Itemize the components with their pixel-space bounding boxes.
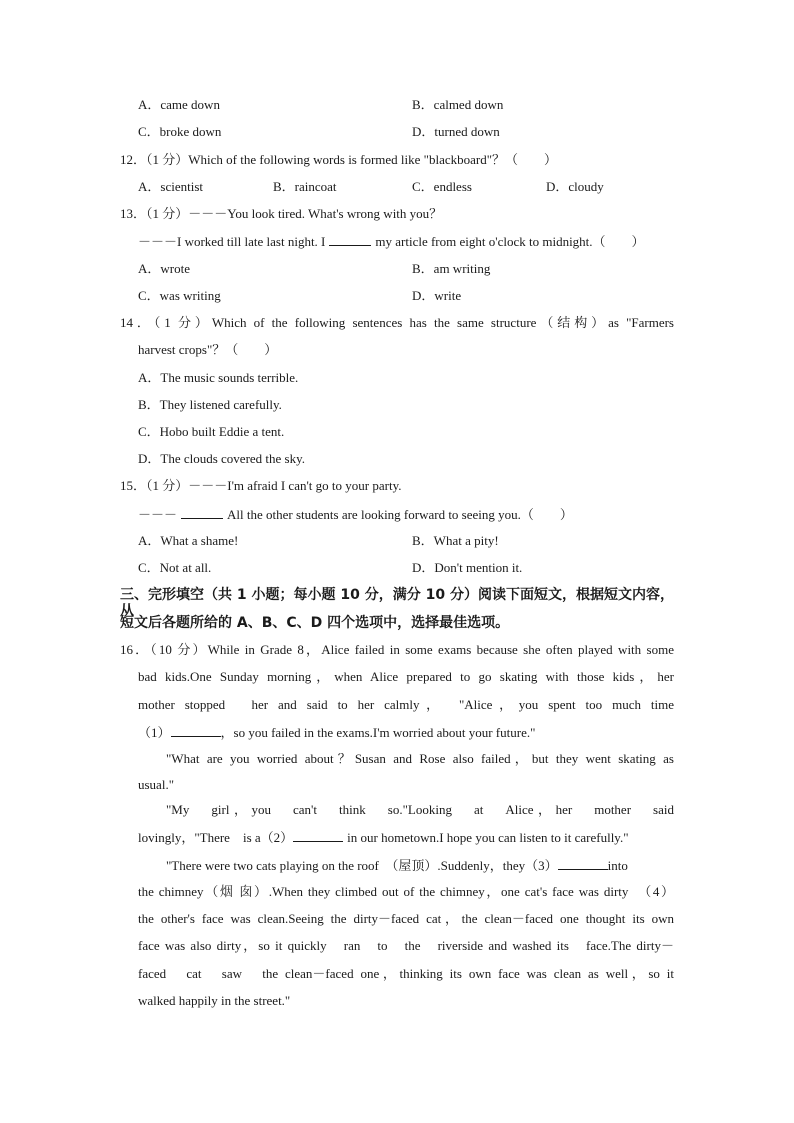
q12-option-b: B．raincoat [273, 179, 337, 194]
q12-option-c: C．endless [412, 179, 472, 194]
q14-option-c: C．Hobo built Eddie a tent. [138, 424, 285, 439]
q16-blank-3-label: "There were two cats playing on the roof （屋顶）.Suddenly，they（3） [166, 858, 558, 873]
q14-stem-line2: harvest crops"？（ ） [138, 342, 278, 357]
q16-line-1: 16．（10 分）While in Grade 8，Alice failed in some exams because she often played with some [120, 642, 674, 657]
section-heading-line2: 短文后各题所给的 A、B、C、D 四个选项中，选择最佳选项。 [120, 615, 510, 631]
q14-option-d: D．The clouds covered the sky. [138, 451, 306, 466]
q16-line-10: the chimney（烟 囱）.When they climbed out of the chimney，one cat's face was dirty （4） [138, 884, 674, 899]
q16-line-2: bad kids.One Sunday morning，when Alice prepared to go skating with those kids，her [138, 669, 674, 684]
q16-line-6: usual." [138, 777, 174, 792]
q16-line-9 [166, 857, 628, 874]
q12-stem: 12．（1 分）Which of the following words is formed like "blackboard"？（ ） [120, 152, 558, 167]
q13-response-tail: my article from eight o'clock to midnight.（ ） [375, 234, 645, 249]
q15-option-a: A．What a shame! [138, 533, 239, 548]
q13-option-b: B．am writing [412, 261, 491, 276]
q16-line-3: mother stopped her and said to her calmly， "Alice，you spent too much time [138, 697, 674, 712]
q15-stem: 15．（1 分）－－－I'm afraid I can't go to your party. [120, 478, 402, 493]
q13-option-c: C．was writing [138, 288, 221, 303]
q15-answer-blank [181, 506, 223, 519]
q11-option-c: C．broke down [138, 124, 222, 139]
q16-blank-1-label: （1） [138, 725, 171, 740]
section-heading-line1: 三、完形填空（共 1 小题；每小题 10 分，满分 10 分）阅读下面短文，根据短文内容，从 [120, 587, 674, 619]
q16-line-5: "What are you worried about？Susan and Rose also failed，but they went skating as [166, 751, 674, 766]
q12-option-d: D．cloudy [546, 179, 604, 194]
q16-line-4-tail: ，so you failed in the exams.I'm worried about your future." [220, 725, 536, 740]
q16-blank-1 [171, 724, 221, 737]
q13-response-line [138, 233, 645, 250]
q16-blank-2-label: lovingly，"There is a（2） [138, 830, 294, 845]
q16-line-8-tail: in our hometown.I hope you can listen to it carefully." [347, 830, 629, 845]
q11-option-d: D．turned down [412, 124, 500, 139]
q14-stem-line1: 14．（1 分）Which of the following sentences has the same structure（结构）as "Farmers [120, 315, 674, 330]
q16-blank-2 [293, 829, 343, 842]
q15-option-b: B．What a pity! [412, 533, 499, 548]
q16-line-7: "My girl，you can't think so."Looking at Alice，her mother said [166, 802, 674, 817]
q13-stem: 13．（1 分）－－－You look tired. What's wrong with you？ [120, 206, 443, 221]
q16-line-13: faced cat saw the clean－faced one，thinking its own face was clean as well，so it [138, 966, 674, 981]
q16-blank-3 [558, 857, 608, 870]
q15-option-d: D．Don't mention it. [412, 560, 523, 575]
q16-line-4 [138, 724, 535, 741]
q13-option-a: A．wrote [138, 261, 190, 276]
q15-response-tail: All the other students are looking forward to seeing you.（ ） [227, 507, 573, 522]
q11-option-a: A．came down [138, 97, 220, 112]
q15-response-line [138, 506, 573, 523]
q15-option-c: C．Not at all. [138, 560, 212, 575]
q16-line-9-tail: into [607, 858, 628, 873]
q15-response-text: －－－ [138, 507, 178, 522]
q16-line-11: the other's face was clean.Seeing the dirty－faced cat，the clean－faced one thought its own [138, 911, 674, 926]
q16-line-14: walked happily in the street." [138, 993, 291, 1008]
q11-option-b: B．calmed down [412, 97, 504, 112]
q13-option-d: D．write [412, 288, 462, 303]
q16-line-12: face was also dirty，so it quickly ran to the riverside and washed its face.The dirty－ [138, 938, 674, 953]
q12-option-a: A．scientist [138, 179, 203, 194]
q14-option-b: B．They listened carefully. [138, 397, 282, 412]
q14-option-a: A．The music sounds terrible. [138, 370, 299, 385]
q16-line-8 [138, 829, 629, 846]
q13-answer-blank [329, 233, 371, 246]
q13-response-text: －－－I worked till late last night. I [138, 234, 326, 249]
